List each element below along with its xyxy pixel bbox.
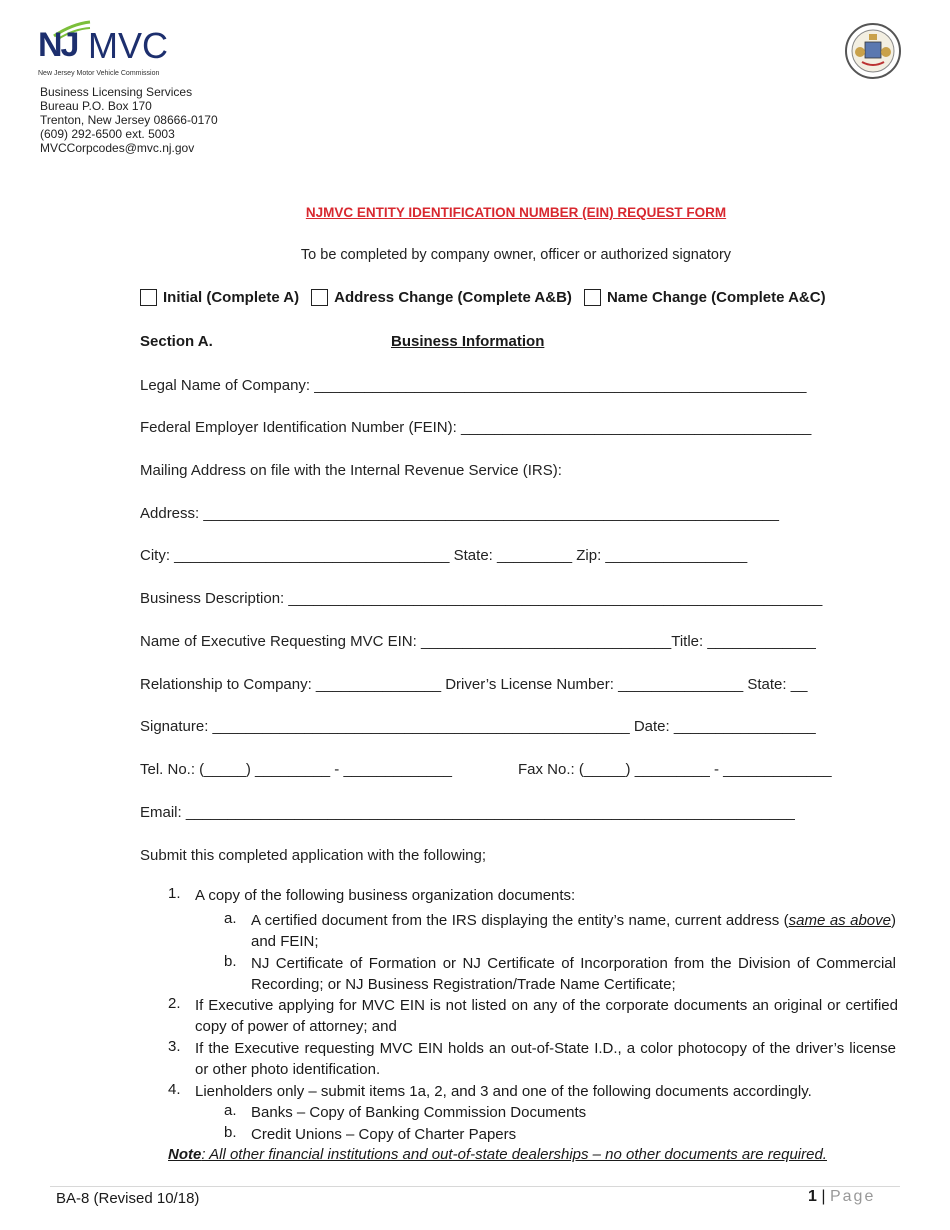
list-item-number: a. — [224, 910, 237, 927]
njmvc-logo — [38, 18, 208, 80]
address-line: Trenton, New Jersey 08666-0170 — [40, 113, 218, 127]
logo-brand: MVC — [88, 25, 168, 66]
relationship-field[interactable]: Relationship to Company: _______________ Driver’s License Number: _______________ State: __ — [140, 676, 808, 693]
list-item: Banks – Copy of Banking Commission Documents — [251, 1104, 587, 1121]
email-field[interactable]: Email: _________________________________________________________________________ — [140, 804, 795, 821]
fax-field[interactable]: Fax No.: (_____) _________ - _____________ — [518, 761, 832, 778]
page-word: Page — [829, 1188, 876, 1205]
note — [168, 1146, 827, 1163]
list-item-number: b. — [224, 1124, 237, 1141]
list-item-number: 4. — [168, 1081, 181, 1098]
executive-name-field[interactable]: Name of Executive Requesting MVC EIN: ______________________________Title: _____________ — [140, 633, 816, 650]
list-item: If Executive applying for MVC EIN is not listed on any of the corporate documents an original or certified copy of power of attorney; and — [195, 997, 898, 1035]
address-line: Business Licensing Services — [40, 85, 193, 99]
initial-label: Initial (Complete A) — [163, 289, 300, 306]
tel-field[interactable]: Tel. No.: (_____) _________ - _____________ — [140, 761, 452, 778]
list-item-text: ) and FEIN; — [251, 912, 896, 950]
list-item: A copy of the following business organization documents: — [195, 887, 576, 904]
list-item: Credit Unions – Copy of Charter Papers — [251, 1126, 517, 1143]
list-item-number: 1. — [168, 885, 181, 902]
business-description-field[interactable]: Business Description: ________________________________________________________________ — [140, 590, 823, 607]
emphasis-text: same as above — [788, 912, 891, 929]
name-change-checkbox[interactable] — [584, 289, 601, 306]
request-type-options — [140, 289, 838, 306]
address-phone: (609) 292-6500 ext. 5003 — [40, 127, 175, 141]
section-label: Section A. — [140, 333, 213, 350]
fein-field[interactable]: Federal Employer Identification Number (FEIN): __________________________________________ — [140, 419, 812, 436]
form-subtitle: To be completed by company owner, officer or authorized signatory — [300, 247, 732, 263]
state-seal-icon — [844, 22, 902, 80]
city-state-zip-field[interactable]: City: _________________________________ State: _________ Zip: _________________ — [140, 547, 748, 564]
page-indicator — [808, 1188, 875, 1206]
page-number: 1 — [808, 1188, 817, 1205]
signature-field[interactable]: Signature: __________________________________________________ Date: _________________ — [140, 718, 816, 735]
initial-checkbox[interactable] — [140, 289, 157, 306]
option-name-change[interactable] — [584, 289, 826, 306]
list-item: If the Executive requesting MVC EIN holds an out-of-State I.D., a color photocopy of the driver’s license or other photo identification. — [195, 1040, 896, 1078]
legal-name-field[interactable]: Legal Name of Company: ___________________________________________________________ — [140, 377, 807, 394]
list-item: NJ Certificate of Formation or NJ Certificate of Incorporation from the Division of Commercial Recording; or NJ Business Registration/Trade Name Certificate; — [251, 955, 896, 993]
address-change-label: Address Change (Complete A&B) — [334, 289, 572, 306]
page-separator: | — [821, 1188, 826, 1205]
note-label: Note — [168, 1146, 202, 1163]
list-item-text: A certified document from the IRS displaying the entity’s name, current address ( — [251, 912, 789, 929]
mailing-address-heading: Mailing Address on file with the Internal Revenue Service (IRS): — [140, 462, 562, 479]
option-initial[interactable] — [140, 289, 299, 306]
agency-address-block — [40, 85, 218, 155]
section-title: Business Information — [391, 333, 545, 350]
list-item-number: 2. — [168, 995, 181, 1012]
option-address-change[interactable] — [311, 289, 572, 306]
list-item — [251, 910, 896, 952]
logo-tagline: New Jersey Motor Vehicle Commission — [38, 70, 160, 77]
footer-divider — [50, 1186, 900, 1187]
address-field[interactable]: Address: _____________________________________________________________________ — [140, 505, 779, 522]
form-title: NJMVC ENTITY IDENTIFICATION NUMBER (EIN) REQUEST FORM — [305, 205, 727, 220]
list-item-number: 3. — [168, 1038, 181, 1055]
form-id: BA-8 (Revised 10/18) — [56, 1190, 200, 1207]
note-text: : All other financial institutions and out-of-state dealerships – no other documents are required. — [201, 1146, 827, 1163]
address-change-checkbox[interactable] — [311, 289, 328, 306]
address-email: MVCCorpcodes@mvc.nj.gov — [40, 141, 195, 155]
submit-instructions: Submit this completed application with the following; — [140, 847, 487, 864]
list-item: Lienholders only – submit items 1a, 2, and 3 and one of the following documents accordingly. — [195, 1083, 812, 1100]
list-item-number: a. — [224, 1102, 237, 1119]
name-change-label: Name Change (Complete A&C) — [606, 289, 826, 306]
address-line: Bureau P.O. Box 170 — [40, 99, 152, 113]
logo-nj-mark: NJ — [38, 26, 78, 64]
list-item-number: b. — [224, 953, 237, 970]
